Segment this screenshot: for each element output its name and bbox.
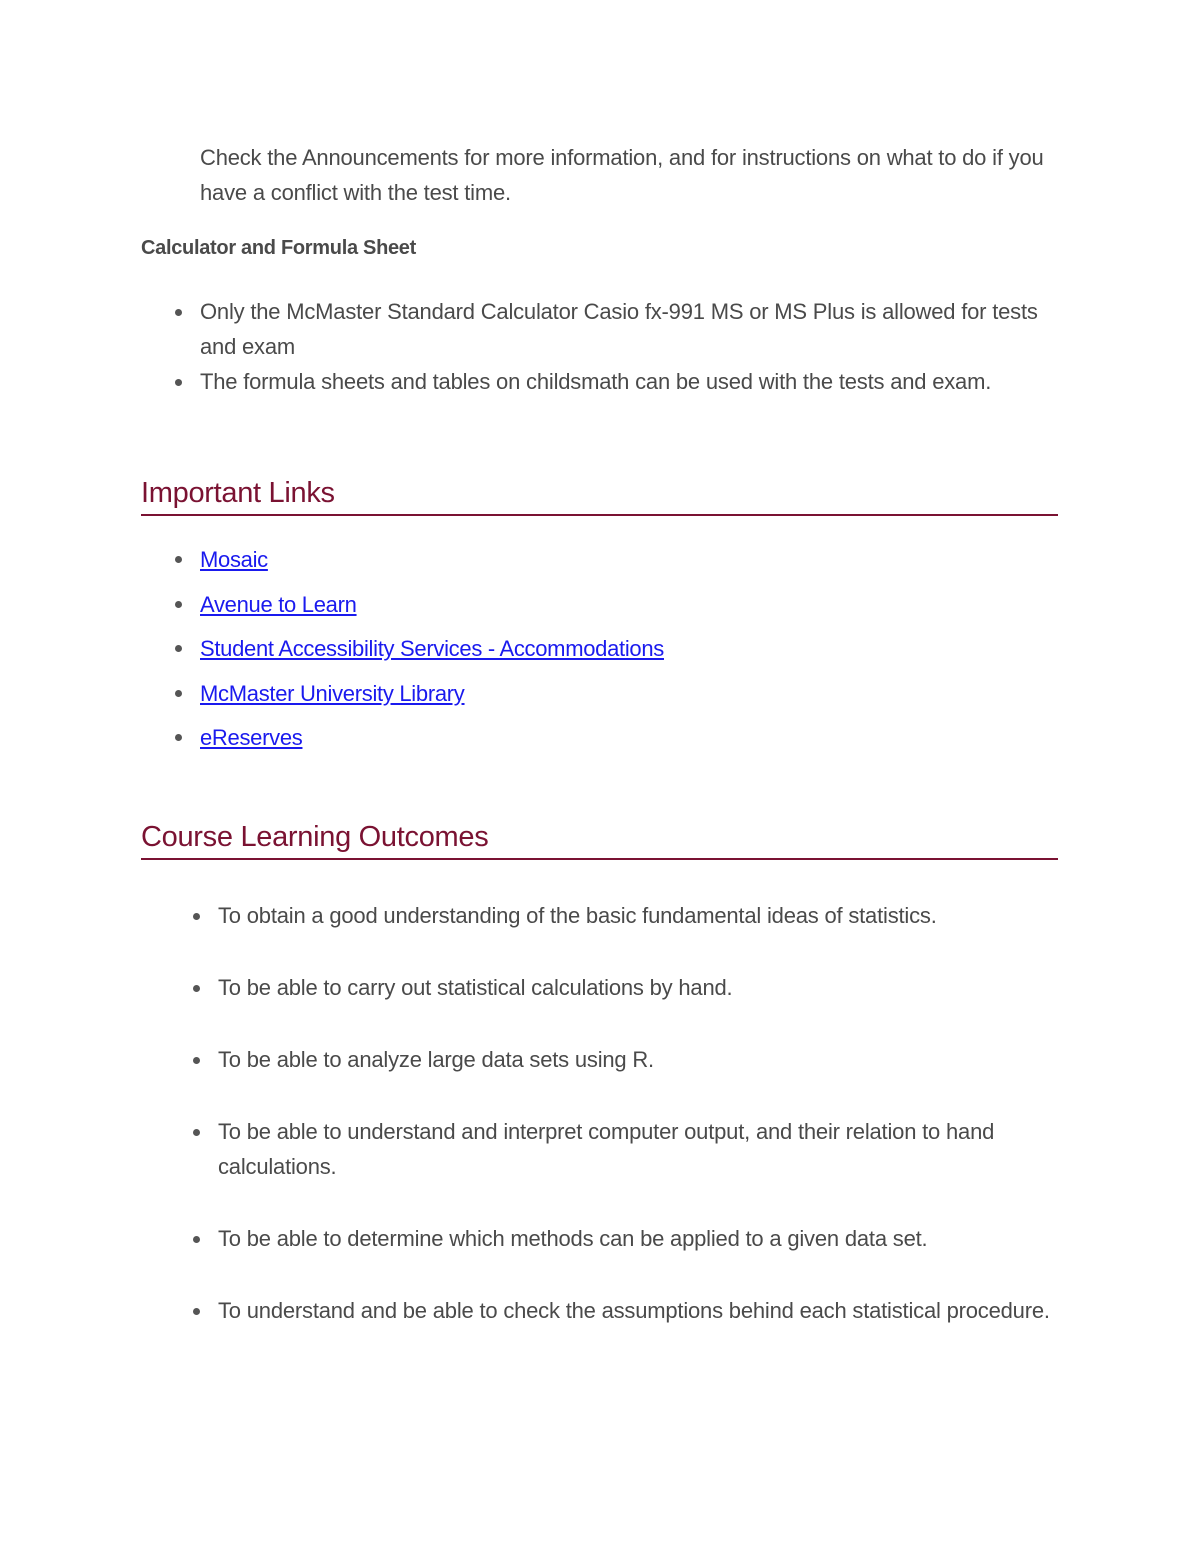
- list-item: [218, 970, 1068, 1005]
- list-item-text: To obtain a good understanding of the basic fundamental ideas of statistics.: [218, 903, 937, 928]
- announcement-note: Check the Announcements for more information, and for instructions on what to do if you have a conflict with the test time.: [200, 145, 1044, 205]
- list-item-text: To understand and be able to check the assumptions behind each statistical procedure.: [218, 1298, 1050, 1323]
- library-link[interactable]: McMaster University Library: [200, 680, 465, 706]
- bullet-icon: [175, 309, 182, 316]
- bullet-icon: [193, 1236, 200, 1243]
- list-item: [200, 364, 1070, 399]
- bullet-icon: [175, 601, 182, 608]
- important-links-heading: Important Links: [141, 474, 1058, 516]
- avenue-to-learn-link[interactable]: Avenue to Learn: [200, 591, 357, 617]
- mosaic-link[interactable]: Mosaic: [200, 547, 268, 572]
- list-item-text: The formula sheets and tables on childsmath can be used with the tests and exam.: [200, 369, 992, 394]
- list-item-text: Only the McMaster Standard Calculator Casio fx-991 MS or MS Plus is allowed for tests and exam: [200, 299, 1038, 359]
- calculator-heading: Calculator and Formula Sheet: [141, 237, 416, 259]
- accessibility-services-link[interactable]: Student Accessibility Services - Accommodations: [200, 636, 664, 661]
- list-item-text: To be able to analyze large data sets using R.: [218, 1047, 654, 1072]
- bullet-icon: [193, 1057, 200, 1064]
- link-item-sas: [200, 627, 664, 672]
- link-item-avenue: [200, 583, 664, 628]
- list-item: [200, 294, 1070, 364]
- list-item-text: To be able to determine which methods can be applied to a given data set.: [218, 1226, 928, 1251]
- list-item: [218, 1293, 1068, 1328]
- bullet-icon: [175, 379, 182, 386]
- list-item-text: To be able to understand and interpret computer output, and their relation to hand calculations.: [218, 1119, 995, 1179]
- link-item-mosaic: [200, 538, 664, 583]
- list-item-text: To be able to carry out statistical calculations by hand.: [218, 975, 733, 1000]
- link-item-library: [200, 672, 664, 717]
- bullet-icon: [193, 1308, 200, 1315]
- ereserves-link[interactable]: eReserves: [200, 725, 303, 750]
- important-links-list: [200, 538, 664, 761]
- list-item: [218, 1114, 1068, 1184]
- bullet-icon: [175, 690, 182, 697]
- bullet-icon: [175, 734, 182, 741]
- list-item: [218, 1221, 1068, 1256]
- link-item-ereserves: [200, 716, 664, 761]
- bullet-icon: [193, 985, 200, 992]
- bullet-icon: [175, 556, 182, 563]
- learning-outcomes-heading: Course Learning Outcomes: [141, 818, 1058, 860]
- calculator-list: [200, 294, 1070, 399]
- bullet-icon: [175, 645, 182, 652]
- learning-outcomes-list: [218, 898, 1068, 1365]
- list-item: [218, 898, 1068, 933]
- bullet-icon: [193, 1129, 200, 1136]
- list-item: [218, 1042, 1068, 1077]
- bullet-icon: [193, 913, 200, 920]
